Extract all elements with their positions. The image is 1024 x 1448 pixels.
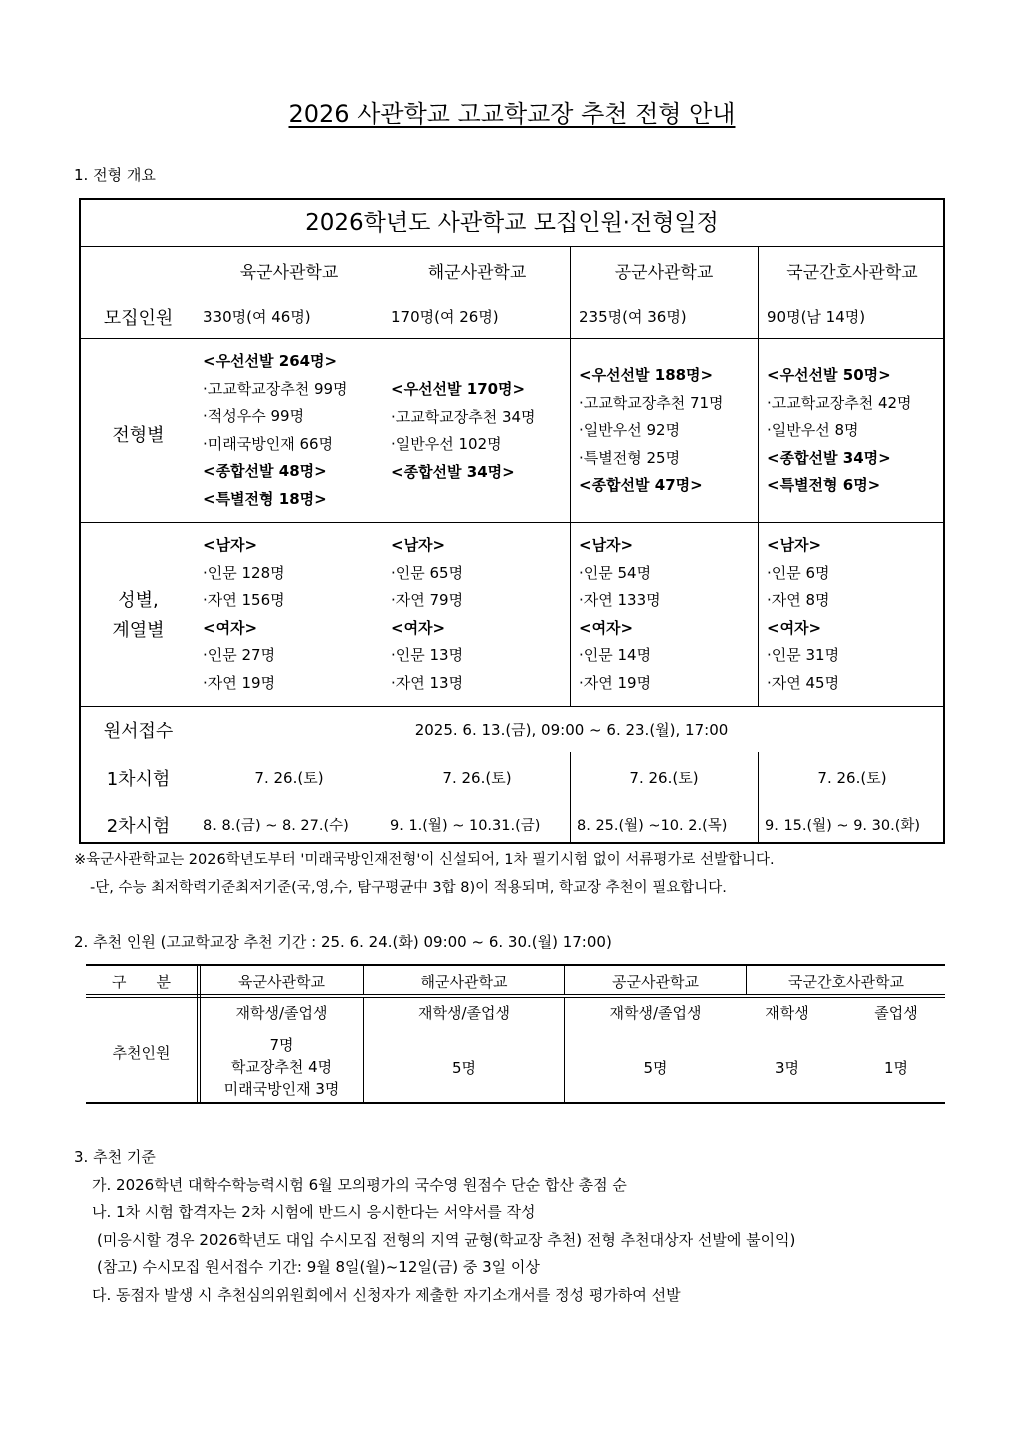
exam1-airforce: 7. 26.(토) (629, 769, 699, 787)
types-nursing (767, 362, 912, 500)
t2-header-navy: 해군사관학교 (420, 973, 508, 991)
type-line: <종합선발 48명> (203, 462, 327, 480)
type-line: ·일반우선 102명 (391, 435, 502, 453)
gender-airforce (579, 532, 661, 697)
type-line: ·특별전형 25명 (579, 448, 681, 467)
t2-army-line: 학교장추천 4명 (230, 1058, 333, 1076)
gender-label (81, 586, 196, 646)
quota-army: 330명(여 46명) (203, 308, 311, 326)
type-line: ·일반우선 92명 (579, 421, 681, 439)
section-3-heading: 3. 추천 기준 (74, 1148, 156, 1166)
exam2-label: 2차시험 (106, 816, 171, 837)
t2-row-label: 추천인원 (112, 1044, 171, 1062)
gender-line: <남자> (767, 536, 822, 554)
gender-line: ·자연 19명 (203, 673, 276, 692)
gender-nursing (767, 532, 839, 697)
overview-table-title: 2026학년도 사관학교 모집인원·전형일정 (81, 200, 943, 247)
t2-nursing-graduate-count: 1명 (883, 1059, 909, 1077)
page-title: 2026 사관학교 고교학교장 추천 전형 안내 (288, 100, 736, 128)
exam2-army: 8. 8.(금) ~ 8. 27.(수) (203, 818, 349, 834)
t2-navy-count: 5명 (451, 1059, 477, 1077)
t2-header-nursing: 국군간호사관학교 (788, 973, 904, 991)
overview-table (79, 198, 945, 844)
criteria-line: (미응시할 경우 2026학년도 대입 수시모집 전형의 지역 균형(학교장 추천) 전형 추천대상자 선발에 불이익) (97, 1231, 796, 1249)
gender-line: <남자> (579, 536, 634, 554)
gender-line: ·인문 27명 (203, 646, 276, 664)
header-airforce: 공군사관학교 (614, 263, 714, 283)
criteria-line: 가. 2026학년 대학수학능력시험 6월 모의평가의 국수영 원점수 단순 합산 총점 순 (92, 1176, 627, 1194)
quota-label: 모집인원 (103, 308, 174, 329)
t2-sub-nursing-current: 재학생 (765, 1004, 809, 1022)
type-line: <우선선발 188명> (579, 366, 714, 384)
gender-label-line-1: 성별, (118, 590, 159, 611)
exam1-army: 7. 26.(토) (254, 769, 324, 787)
gender-line: ·자연 133명 (579, 591, 661, 609)
t2-nursing-current-count: 3명 (774, 1059, 800, 1077)
exam1-label: 1차시험 (106, 769, 171, 790)
gender-line: <남자> (391, 536, 446, 554)
types-navy (391, 376, 536, 486)
type-line: ·미래국방인재 66명 (203, 434, 334, 453)
type-line: <특별전형 18명> (203, 489, 327, 508)
recommendation-table (86, 964, 945, 1104)
quota-nursing: 90명(남 14명) (767, 308, 866, 326)
t2-sub-nursing-graduate: 졸업생 (874, 1004, 918, 1022)
criteria-line: 나. 1차 시험 합격자는 2차 시험에 반드시 응시한다는 서약서를 작성 (92, 1203, 536, 1221)
t2-header-airforce: 공군사관학교 (612, 973, 699, 991)
gender-line: ·자연 79명 (391, 591, 464, 609)
note-line-1: ※육군사관학교는 2026학년도부터 '미래국방인재전형'이 신설되어, 1차 필기시험 없이 서류평가로 선발합니다. (74, 852, 775, 868)
gender-line: ·인문 31명 (767, 646, 840, 664)
gender-label-line-2: 계열별 (112, 620, 165, 641)
gender-line: ·자연 45명 (767, 673, 840, 692)
section-1-heading: 1. 전형 개요 (74, 166, 156, 184)
t2-airforce-count: 5명 (643, 1059, 668, 1077)
gender-line: <여자> (767, 618, 822, 637)
gender-line: <여자> (391, 618, 446, 637)
gender-line: <남자> (203, 536, 258, 554)
types-airforce (579, 362, 724, 500)
type-line: ·적성우수 99명 (203, 407, 305, 425)
type-line: <우선선발 50명> (767, 366, 891, 384)
t2-army-line: 7명 (269, 1036, 294, 1054)
t2-army-line: 미래국방인재 3명 (223, 1080, 340, 1098)
type-line: ·고교학교장추천 71명 (579, 393, 724, 412)
type-line: ·고교학교장추천 99명 (203, 379, 348, 398)
t2-header-category: 구 분 (112, 973, 171, 991)
gender-line: ·인문 14명 (579, 646, 652, 664)
t2-army-count (200, 1034, 363, 1100)
gender-line: ·인문 13명 (391, 646, 464, 664)
apply-label: 원서접수 (103, 721, 174, 742)
gender-line: ·인문 6명 (767, 563, 830, 582)
gender-line: ·자연 156명 (203, 591, 285, 609)
t2-header-army: 육군사관학교 (238, 973, 325, 991)
header-navy: 해군사관학교 (427, 263, 527, 283)
gender-line: ·자연 13명 (391, 673, 464, 692)
type-line: <종합선발 47명> (579, 476, 703, 494)
gender-line: ·인문 54명 (579, 563, 652, 582)
exam2-navy: 9. 1.(월) ~ 10.31.(금) (390, 818, 541, 834)
note-line-2: -단, 수능 최저학력기준최저기준(국,영,수, 탐구평균中 3합 8)이 적용되며, 학교장 추천이 필요합니다. (90, 880, 727, 896)
gender-line: ·자연 19명 (579, 673, 652, 692)
type-label: 전형별 (112, 425, 165, 446)
type-line: <특별전형 6명> (767, 476, 881, 494)
criteria-line: (참고) 수시모집 원서접수 기간: 9월 8일(월)~12일(금) 중 3일 이상 (97, 1258, 540, 1276)
header-army: 육군사관학교 (239, 263, 339, 283)
gender-line: ·인문 128명 (203, 563, 285, 582)
exam1-navy: 7. 26.(토) (442, 769, 512, 787)
types-army (203, 348, 348, 513)
apply-value: 2025. 6. 13.(금), 09:00 ~ 6. 23.(월), 17:00 (414, 721, 729, 739)
exam2-nursing: 9. 15.(월) ~ 9. 30.(화) (765, 818, 921, 834)
criteria-line: 다. 동점자 발생 시 추천심의위원회에서 신청자가 제출한 자기소개서를 정성 평가하여 선발 (92, 1286, 681, 1304)
quota-navy: 170명(여 26명) (391, 308, 499, 326)
exam2-airforce: 8. 25.(월) ~10. 2.(목) (577, 818, 728, 834)
gender-army (203, 532, 285, 697)
section-2-heading: 2. 추천 인원 (고교학교장 추천 기간 : 25. 6. 24.(화) 09:00 ~ 6. 30.(월) 17:00) (74, 933, 612, 951)
gender-line: ·인문 65명 (391, 563, 464, 582)
t2-sub-airforce: 재학생/졸업생 (609, 1004, 702, 1022)
header-nursing: 국군간호사관학교 (786, 263, 918, 283)
t2-sub-navy: 재학생/졸업생 (418, 1004, 510, 1022)
t2-sub-army: 재학생/졸업생 (235, 1004, 328, 1022)
type-line: ·일반우선 8명 (767, 421, 859, 439)
type-line: <우선선발 170명> (391, 380, 526, 398)
gender-navy (391, 532, 463, 697)
gender-line: <여자> (203, 618, 258, 637)
type-line: <우선선발 264명> (203, 352, 338, 370)
type-line: <종합선발 34명> (767, 448, 891, 467)
type-line: ·고교학교장추천 34명 (391, 407, 536, 426)
type-line: ·고교학교장추천 42명 (767, 393, 912, 412)
quota-airforce: 235명(여 36명) (579, 308, 687, 326)
exam1-nursing: 7. 26.(토) (817, 769, 887, 787)
type-line: <종합선발 34명> (391, 462, 515, 481)
gender-line: ·자연 8명 (767, 591, 830, 609)
gender-line: <여자> (579, 618, 634, 637)
